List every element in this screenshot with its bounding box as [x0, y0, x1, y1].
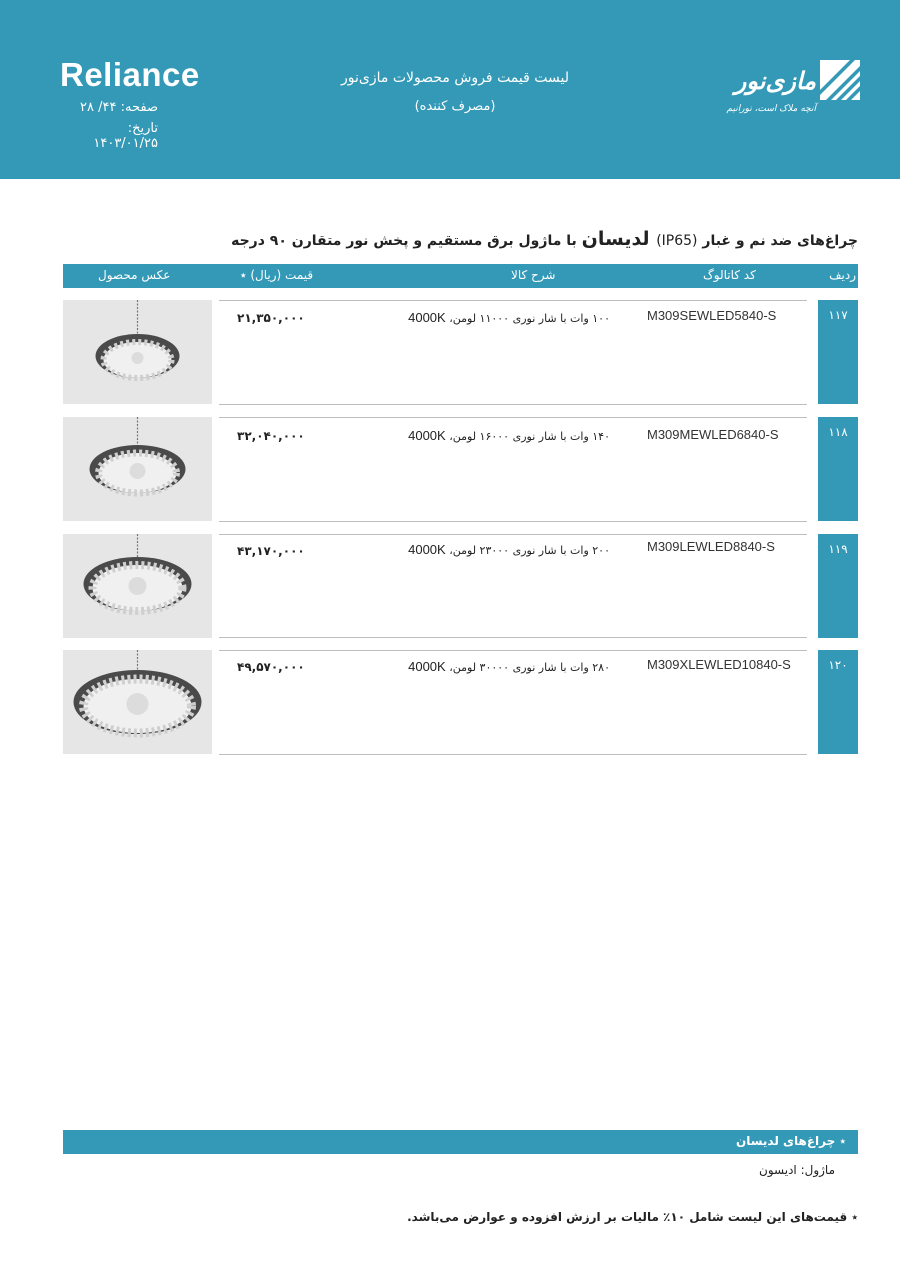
column-header-code: کد کاتالوگ	[703, 268, 756, 282]
catalog-code: M309SEWLED5840-S	[647, 308, 777, 323]
row-number	[818, 650, 858, 754]
row-number-text: ۱۱۷	[828, 308, 848, 322]
price-value: ۳۲,۰۴۰,۰۰۰	[237, 429, 305, 443]
row-divider	[219, 300, 807, 301]
price-value: ۲۱,۳۵۰,۰۰۰	[237, 311, 305, 325]
column-header-price: قیمت (ریال) ٭	[240, 268, 314, 282]
page-title: لیست قیمت فروش محصولات مازی‌نور	[341, 70, 569, 86]
product-description	[408, 659, 610, 674]
table-header	[63, 264, 858, 288]
color-temperature: 4000K	[408, 542, 446, 557]
product-image	[63, 417, 212, 521]
row-number-text: ۱۱۹	[828, 542, 848, 556]
logo-wordmark: مازی‌نور	[734, 66, 816, 95]
row-number	[818, 417, 858, 521]
highbay-lamp-icon	[63, 534, 212, 638]
product-description	[408, 428, 610, 443]
highbay-lamp-icon	[63, 650, 212, 754]
price-value: ۴۳,۱۷۰,۰۰۰	[237, 544, 305, 558]
product-image	[63, 650, 212, 754]
description-text: ۲۰۰ وات با شار نوری ۲۳۰۰۰ لومن،	[445, 544, 610, 557]
highbay-lamp-icon	[63, 300, 212, 404]
row-divider	[219, 521, 807, 522]
page-header	[0, 0, 900, 179]
row-number	[818, 534, 858, 638]
module-note: ماژول: ادیسون	[759, 1163, 835, 1177]
column-header-description: شرح کالا	[511, 268, 556, 282]
catalog-code: M309LEWLED8840-S	[647, 539, 775, 554]
row-divider	[219, 650, 807, 651]
page-subtitle: (مصرف کننده)	[414, 99, 496, 114]
section-title-text: چراغ‌های ضد نم و غبار	[697, 233, 858, 249]
description-text: ۲۸۰ وات با شار نوری ۳۰۰۰۰ لومن،	[445, 661, 610, 674]
product-image	[63, 534, 212, 638]
row-number-text: ۱۲۰	[828, 658, 848, 672]
product-family: لدیسان	[581, 228, 657, 250]
row-divider	[219, 637, 807, 638]
column-header-image: عکس محصول	[98, 268, 171, 282]
page-number: صفحه: ۴۴/ ۲۸	[80, 100, 158, 115]
row-divider	[219, 404, 807, 405]
column-header-row: ردیف	[829, 268, 856, 282]
section-title-tail: با ماژول برق مستقیم و پخش نور متقارن ۹۰ درجه	[231, 233, 582, 249]
logo-mark-icon	[820, 60, 860, 100]
tax-note: ٭ قیمت‌های این لیست شامل ۱۰٪ مالیات بر ارزش افزوده و عوارض می‌باشد.	[407, 1210, 858, 1224]
color-temperature: 4000K	[408, 428, 446, 443]
row-number-text: ۱۱۸	[828, 425, 848, 439]
color-temperature: 4000K	[408, 659, 446, 674]
section-title	[98, 228, 858, 250]
document-date: تاریخ: ۱۴۰۳/۰۱/۲۵	[93, 121, 158, 151]
highbay-lamp-icon	[63, 417, 212, 521]
brand-name: Reliance	[60, 56, 200, 93]
product-description	[408, 310, 610, 325]
logo-tagline: آنچه ملاک است، نورانیم	[726, 104, 816, 114]
row-divider	[219, 754, 807, 755]
footer-bar-label: ٭ چراغ‌های لدیسان	[735, 1134, 846, 1148]
product-description	[408, 542, 610, 557]
footer-bar	[63, 1130, 858, 1154]
row-number	[818, 300, 858, 404]
catalog-code: M309MEWLED6840-S	[647, 427, 779, 442]
row-divider	[219, 534, 807, 535]
product-image	[63, 300, 212, 404]
ip-rating: (IP65)	[656, 233, 698, 249]
catalog-code: M309XLEWLED10840-S	[647, 657, 791, 672]
price-value: ۴۹,۵۷۰,۰۰۰	[237, 660, 305, 674]
color-temperature: 4000K	[408, 310, 446, 325]
row-divider	[219, 417, 807, 418]
description-text: ۱۰۰ وات با شار نوری ۱۱۰۰۰ لومن،	[445, 312, 610, 325]
company-logo	[720, 60, 860, 124]
description-text: ۱۴۰ وات با شار نوری ۱۶۰۰۰ لومن،	[445, 430, 610, 443]
